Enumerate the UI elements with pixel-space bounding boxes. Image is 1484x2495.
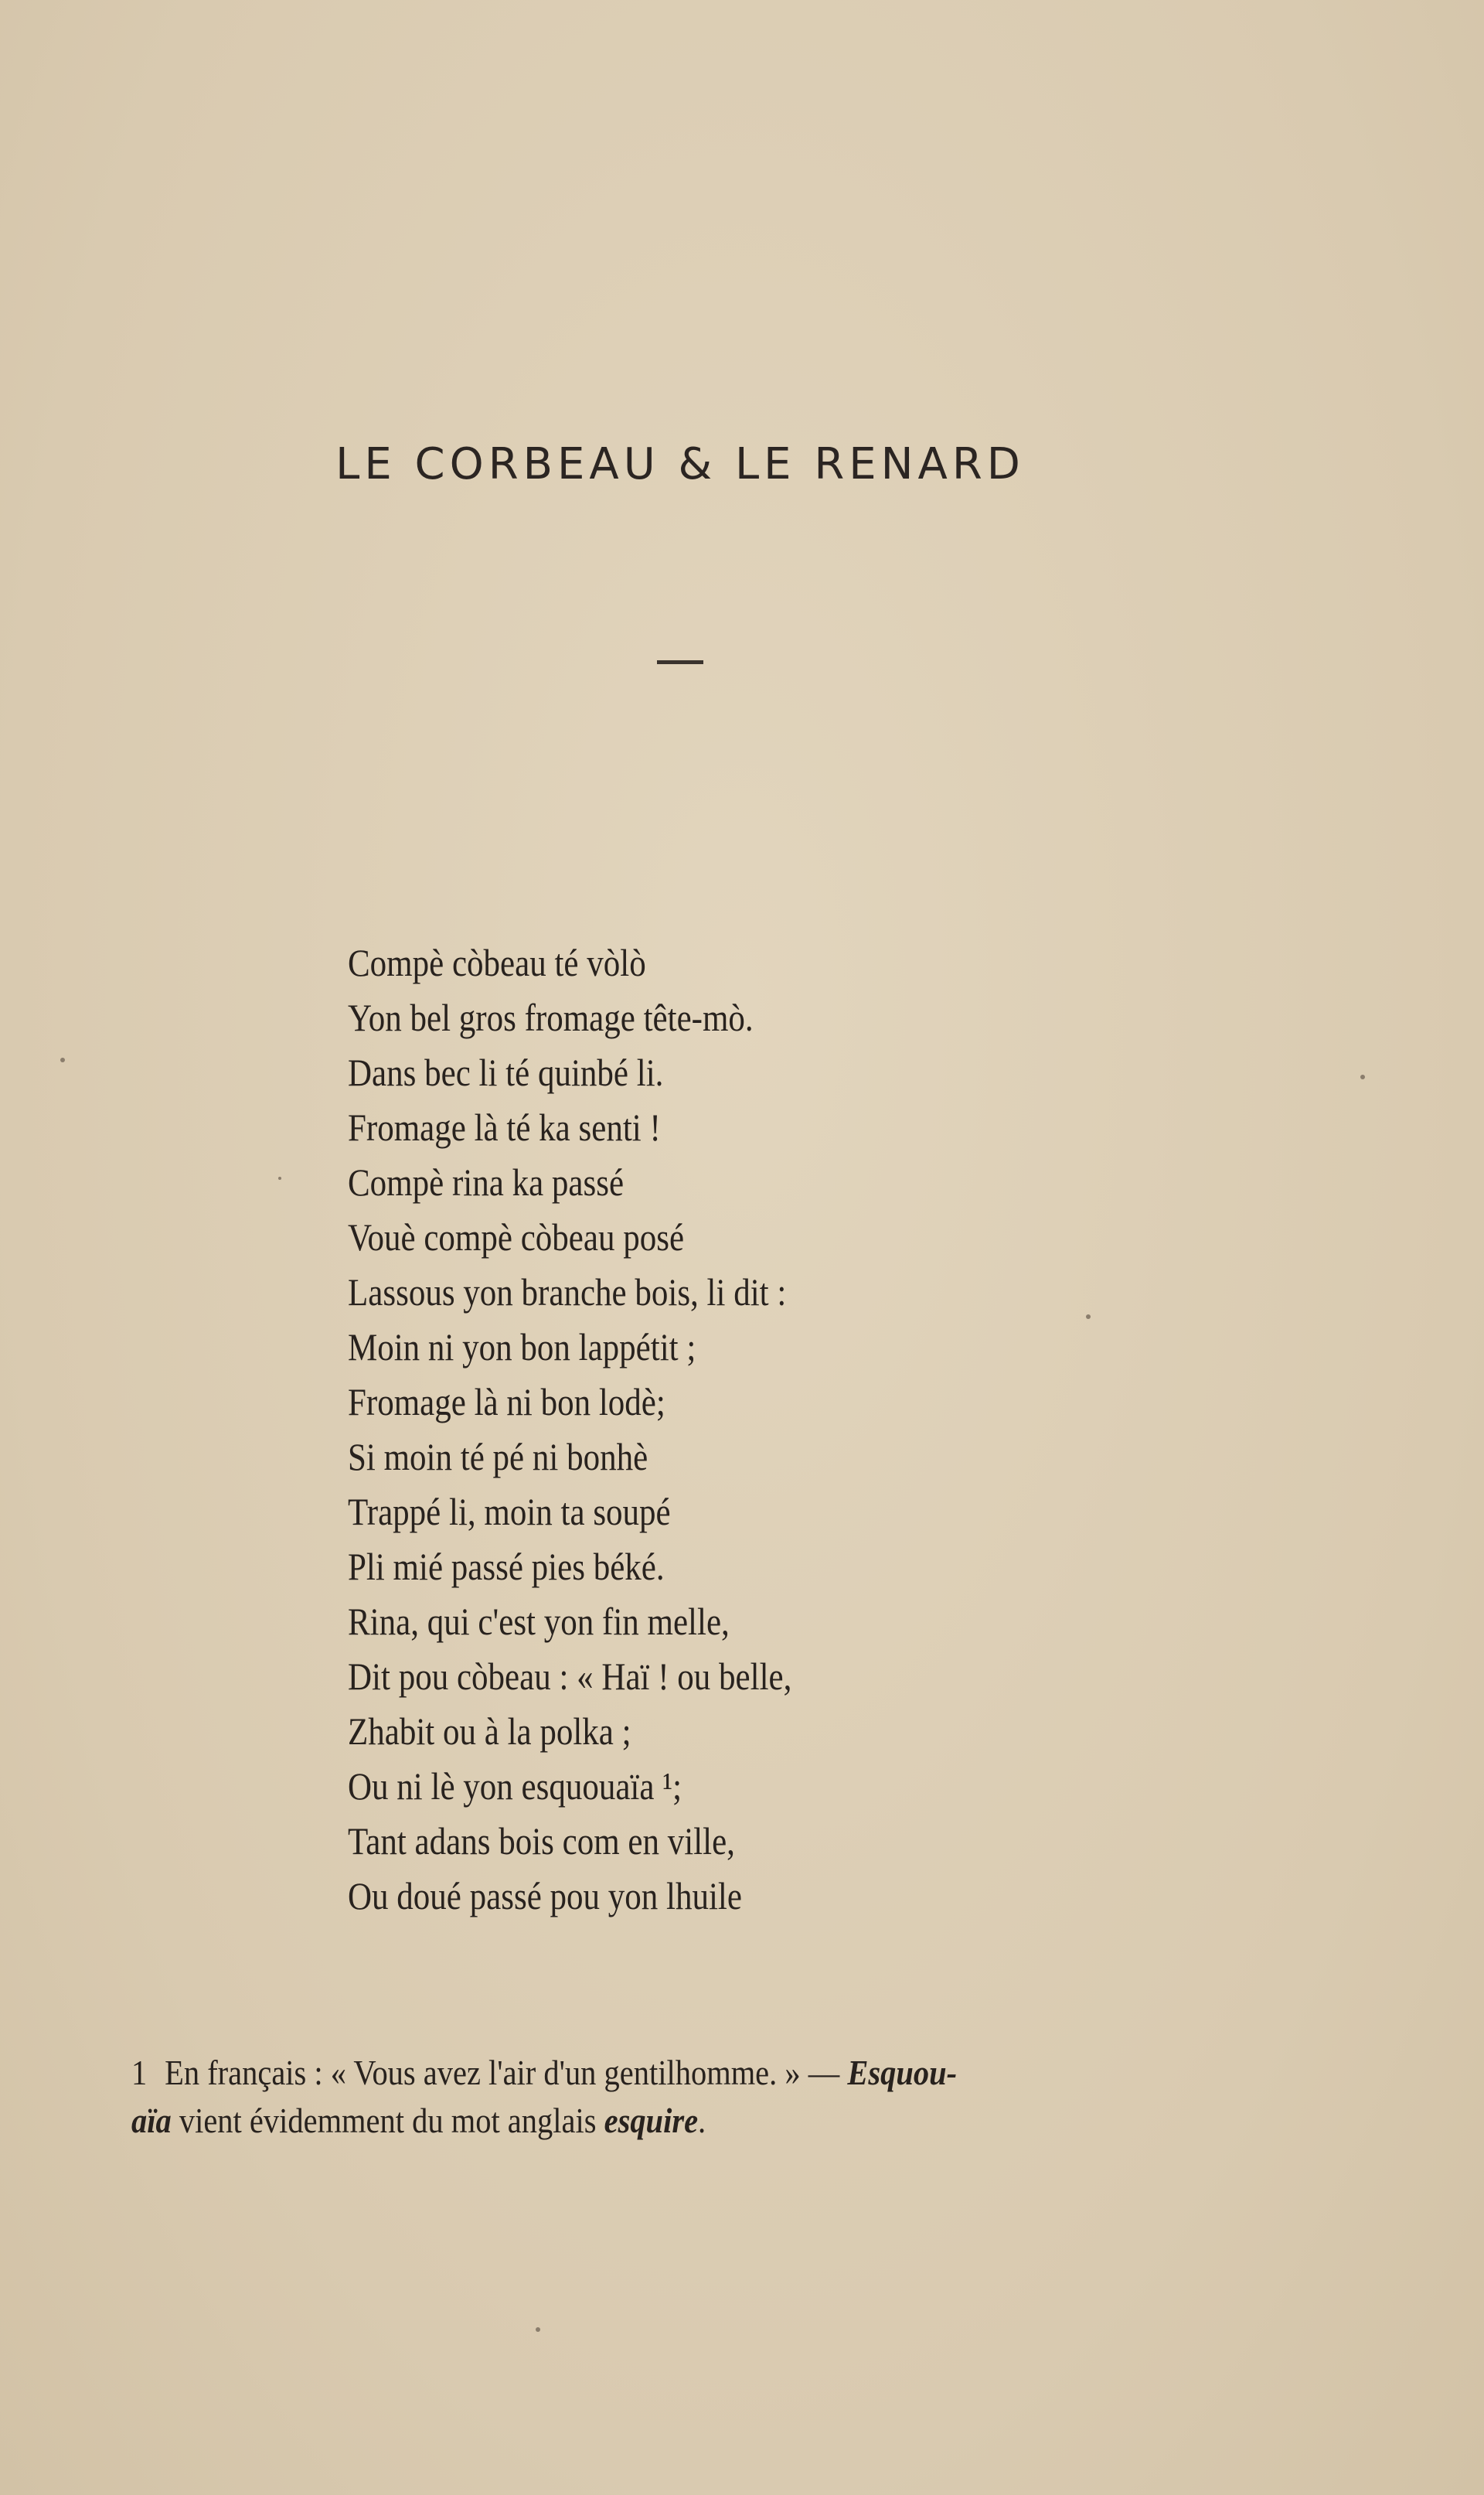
poem (348, 936, 864, 1924)
poem-line: Compè rina ka passé (348, 1161, 625, 1204)
footnote-number: 1 (131, 2053, 148, 2092)
footnote-line-1 (131, 2049, 1125, 2097)
paper-speck (1360, 1075, 1365, 1079)
page-title: LE CORBEAU & LE RENARD (335, 439, 1025, 489)
footnote-text: En français : « Vous avez l'air d'un gentilhomme. » — (165, 2053, 840, 2092)
paper-speck (60, 1058, 65, 1062)
footnote (131, 2049, 1260, 2145)
poem-line: Trappé li, moin ta soupé (348, 1490, 671, 1533)
poem-line: Dit pou còbeau : « Haï ! ou belle, (348, 1655, 792, 1698)
title-separator (657, 660, 703, 664)
poem-line: Yon bel gros fromage tête-mò. (348, 996, 754, 1039)
paper-speck (536, 2327, 540, 2332)
paper-speck (1086, 1314, 1091, 1319)
footnote-italic-word: Esquou- (847, 2053, 958, 2092)
footnote-text: vient évidemment du mot anglais (179, 2101, 597, 2140)
footnote-italic-word: aïa (131, 2101, 172, 2140)
poem-line: Pli mié passé pies béké. (348, 1545, 665, 1588)
poem-line: Moin ni yon bon lappétit ; (348, 1325, 696, 1369)
poem-line: Si moin té pé ni bonhè (348, 1435, 648, 1478)
poem-line: Compè còbeau té vòlò (348, 941, 646, 984)
paper-speck (278, 1177, 281, 1180)
poem-line: Fromage là ni bon lodè; (348, 1380, 665, 1423)
poem-line: Dans bec li té quinbé li. (348, 1051, 664, 1094)
poem-line: Fromage là té ka senti ! (348, 1106, 661, 1149)
poem-line: Zhabit ou à la polka ; (348, 1709, 631, 1753)
poem-line: Ou doué passé pou yon lhuile (348, 1874, 742, 1917)
poem-line: Ou ni lè yon esquouaïa ¹; (348, 1764, 682, 1808)
poem-line: Vouè compè còbeau posé (348, 1215, 685, 1259)
footnote-line-2 (131, 2097, 1125, 2145)
footnote-italic-word: esquire (604, 2101, 699, 2140)
footnote-period: . (698, 2101, 706, 2140)
poem-line: Rina, qui c'est yon fin melle, (348, 1600, 730, 1643)
poem-line: Lassous yon branche bois, li dit : (348, 1270, 787, 1314)
poem-line: Tant adans bois com en ville, (348, 1819, 735, 1863)
